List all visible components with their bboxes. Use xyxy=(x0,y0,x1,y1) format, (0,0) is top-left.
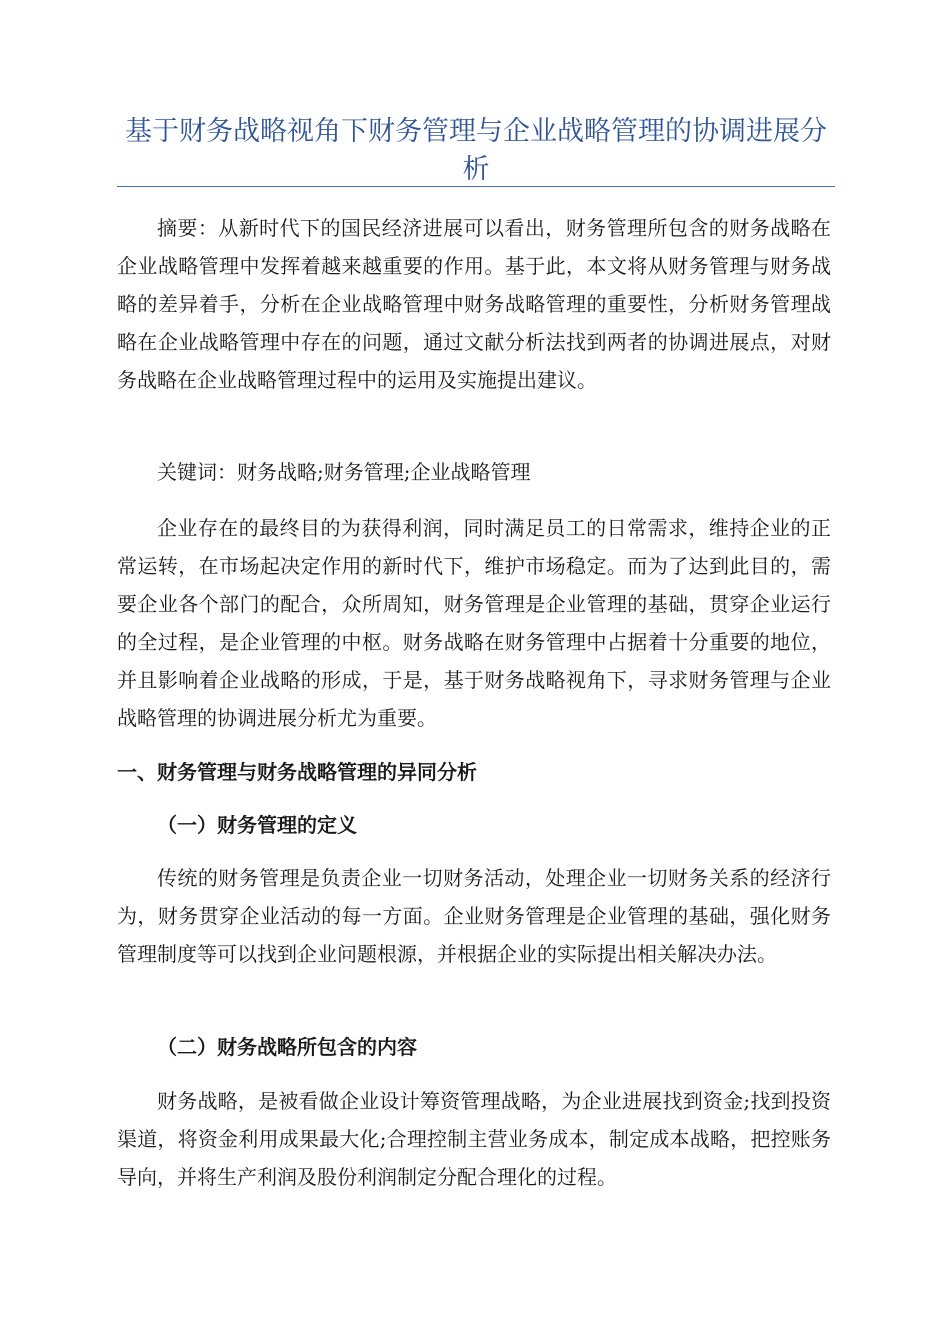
intro-paragraph: 企业存在的最终目的为获得利润，同时满足员工的日常需求，维持企业的正常运转，在市场起决定作用的新时代下，维护市场稳定。而为了达到此目的，需要企业各个部门的配合，众所周知，财务管理是企业管理的基础，贯穿企业运行的全过程，是企业管理的中枢。财务战略在财务管理中占据着十分重要的地位，并且影响着企业战略的形成，于是，基于财务战略视角下，寻求财务管理与企业战略管理的协调进展分析尤为重要。 xyxy=(117,516,831,730)
subsection-body-2: 财务战略，是被看做企业设计筹资管理战略，为企业进展找到资金;找到投资渠道，将资金利用成果最大化;合理控制主营业务成本，制定成本战略，把控账务导向，并将生产利润及股份利润制定分配合理化的过程。 xyxy=(117,1089,831,1189)
document-title: 基于财务战略视角下财务管理与企业战略管理的协调进展分析 xyxy=(125,116,827,185)
keywords-line: 关键词：财务战略;财务管理;企业战略管理 xyxy=(157,460,531,484)
subsection-heading-1: （一）财务管理的定义 xyxy=(157,813,357,837)
subsection-body-1: 传统的财务管理是负责企业一切财务活动，处理企业一切财务关系的经济行为，财务贯穿企业活动的每一方面。企业财务管理是企业管理的基础，强化财务管理制度等可以找到企业问题根源，并根据企业的实际提出相关解决办法。 xyxy=(117,866,831,966)
title-underline xyxy=(117,186,835,187)
subsection-heading-2: （二）财务战略所包含的内容 xyxy=(157,1035,417,1059)
section-heading-1: 一、财务管理与财务战略管理的异同分析 xyxy=(117,760,477,784)
abstract-paragraph: 摘要：从新时代下的国民经济进展可以看出，财务管理所包含的财务战略在企业战略管理中发挥着越来越重要的作用。基于此，本文将从财务管理与财务战略的差异着手，分析在企业战略管理中财务战略管理的重要性，分析财务管理战略在企业战略管理中存在的问题，通过文献分析法找到两者的协调进展点，对财务战略在企业战略管理过程中的运用及实施提出建议。 xyxy=(117,216,831,392)
